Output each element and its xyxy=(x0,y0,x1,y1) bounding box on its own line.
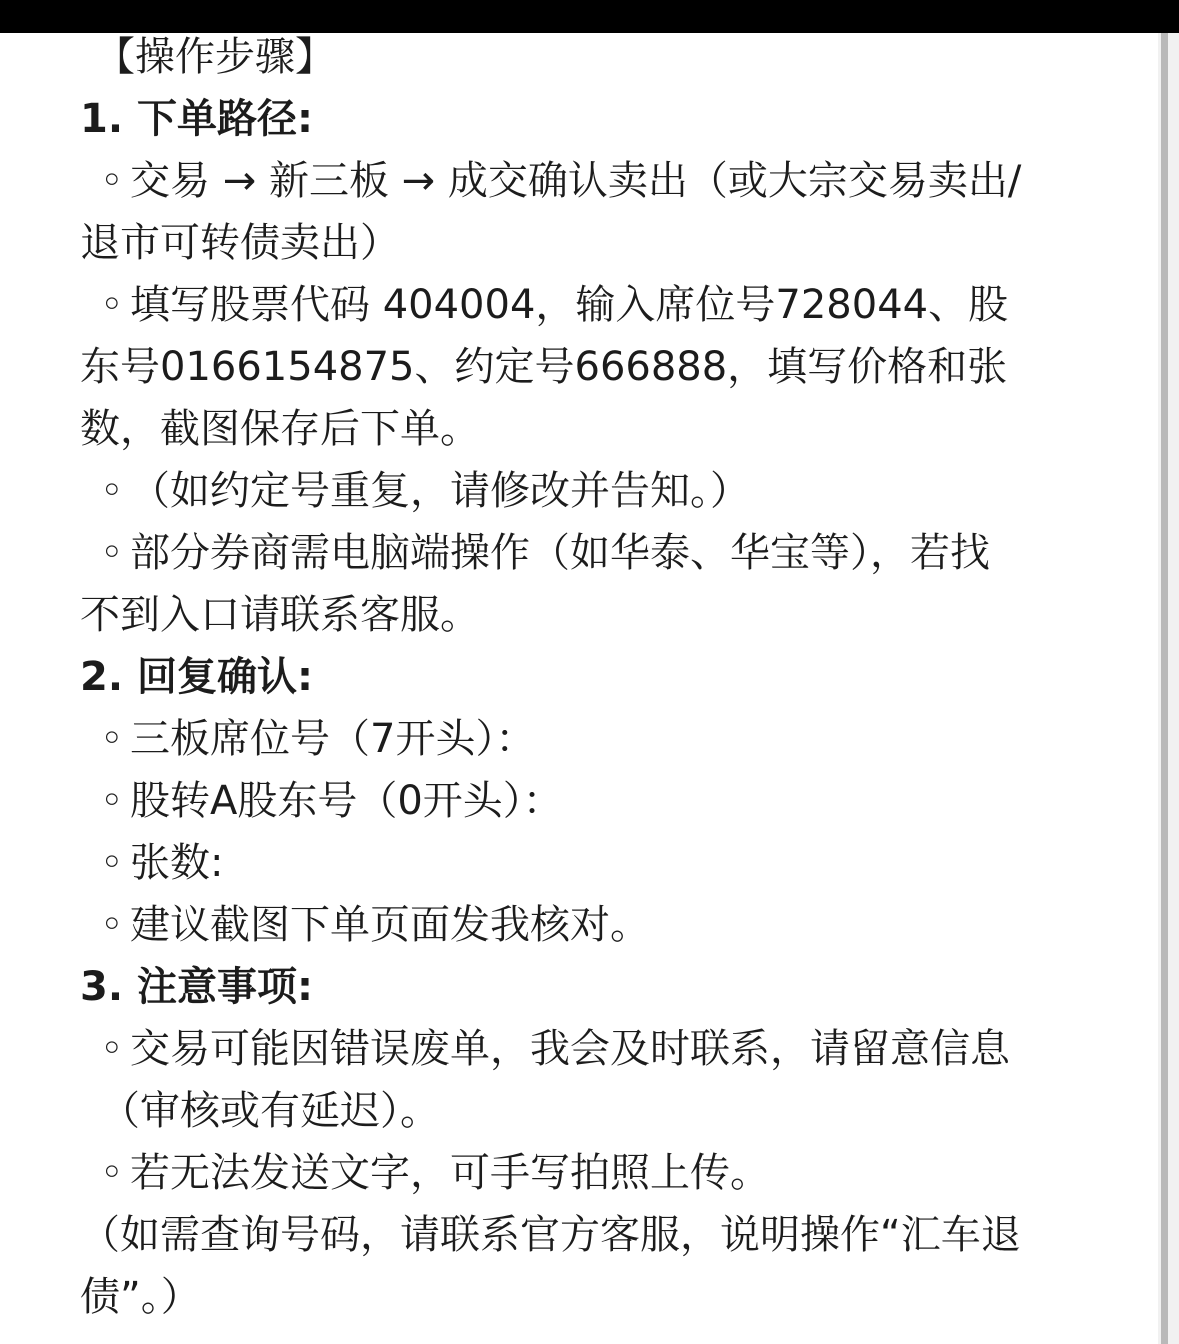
status-bar xyxy=(0,0,1179,33)
vertical-scrollbar[interactable] xyxy=(1158,33,1179,1344)
handwrite-text: 若无法发送文字，可手写拍照上传。 xyxy=(130,1150,770,1196)
broker-text-2: 不到入口请联系客服。 xyxy=(80,592,480,638)
bullet-icon: ◦ xyxy=(100,530,124,576)
footer-text-1: （如需查询号码，请联系官方客服，说明操作“汇车退 xyxy=(80,1212,1021,1258)
list-item xyxy=(100,901,650,949)
bullet-icon: ◦ xyxy=(100,282,124,328)
section-2-heading: 2. 回复确认: xyxy=(80,654,313,700)
list-item xyxy=(100,529,990,577)
list-item xyxy=(100,715,535,763)
list-item xyxy=(100,1149,770,1197)
bullet-icon: ◦ xyxy=(100,902,124,948)
scrollbar-thumb[interactable] xyxy=(1161,33,1168,1344)
bullet-icon: ◦ xyxy=(100,158,124,204)
list-item xyxy=(100,1025,1010,1073)
screenshot-suggestion-text: 建议截图下单页面发我核对。 xyxy=(130,902,650,948)
note-text: （如约定号重复，请修改并告知。） xyxy=(130,468,750,514)
broker-text-1: 部分券商需电脑端操作（如华泰、华宝等），若找 xyxy=(130,530,990,576)
fill-text-1: 填写股票代码 404004，输入席位号728044、股 xyxy=(130,282,1009,328)
path-text-1: 交易 → 新三板 → 成交确认卖出（或大宗交易卖出/ xyxy=(130,158,1022,204)
list-item xyxy=(100,281,1008,329)
list-item xyxy=(100,839,223,887)
bullet-icon: ◦ xyxy=(100,716,124,762)
bullet-icon: ◦ xyxy=(100,1026,124,1072)
section-3-heading: 3. 注意事项: xyxy=(80,964,313,1010)
list-item xyxy=(100,777,563,825)
bullet-icon: ◦ xyxy=(100,468,124,514)
notice-text-2: （审核或有延迟）。 xyxy=(100,1088,440,1134)
shareholder-number-text: 股转A股东号（0开头）： xyxy=(130,778,563,824)
fill-text-3: 数，截图保存后下单。 xyxy=(80,406,480,452)
path-text-2: 退市可转债卖出） xyxy=(80,220,400,266)
seat-number-text: 三板席位号（7开头）： xyxy=(130,716,536,762)
bullet-icon: ◦ xyxy=(100,778,124,824)
footer-text-2: 债”。） xyxy=(80,1274,201,1320)
section-1-heading: 1. 下单路径: xyxy=(80,96,313,142)
quantity-text: 张数: xyxy=(130,840,224,886)
fill-text-2: 东号0166154875、约定号666888，填写价格和张 xyxy=(80,344,1008,390)
list-item xyxy=(100,157,1021,205)
bullet-icon: ◦ xyxy=(100,840,124,886)
list-item xyxy=(100,467,750,515)
bullet-icon: ◦ xyxy=(100,1150,124,1196)
notice-text-1: 交易可能因错误废单，我会及时联系，请留意信息 xyxy=(130,1026,1010,1072)
page-title: 【操作步骤】 xyxy=(95,34,335,80)
